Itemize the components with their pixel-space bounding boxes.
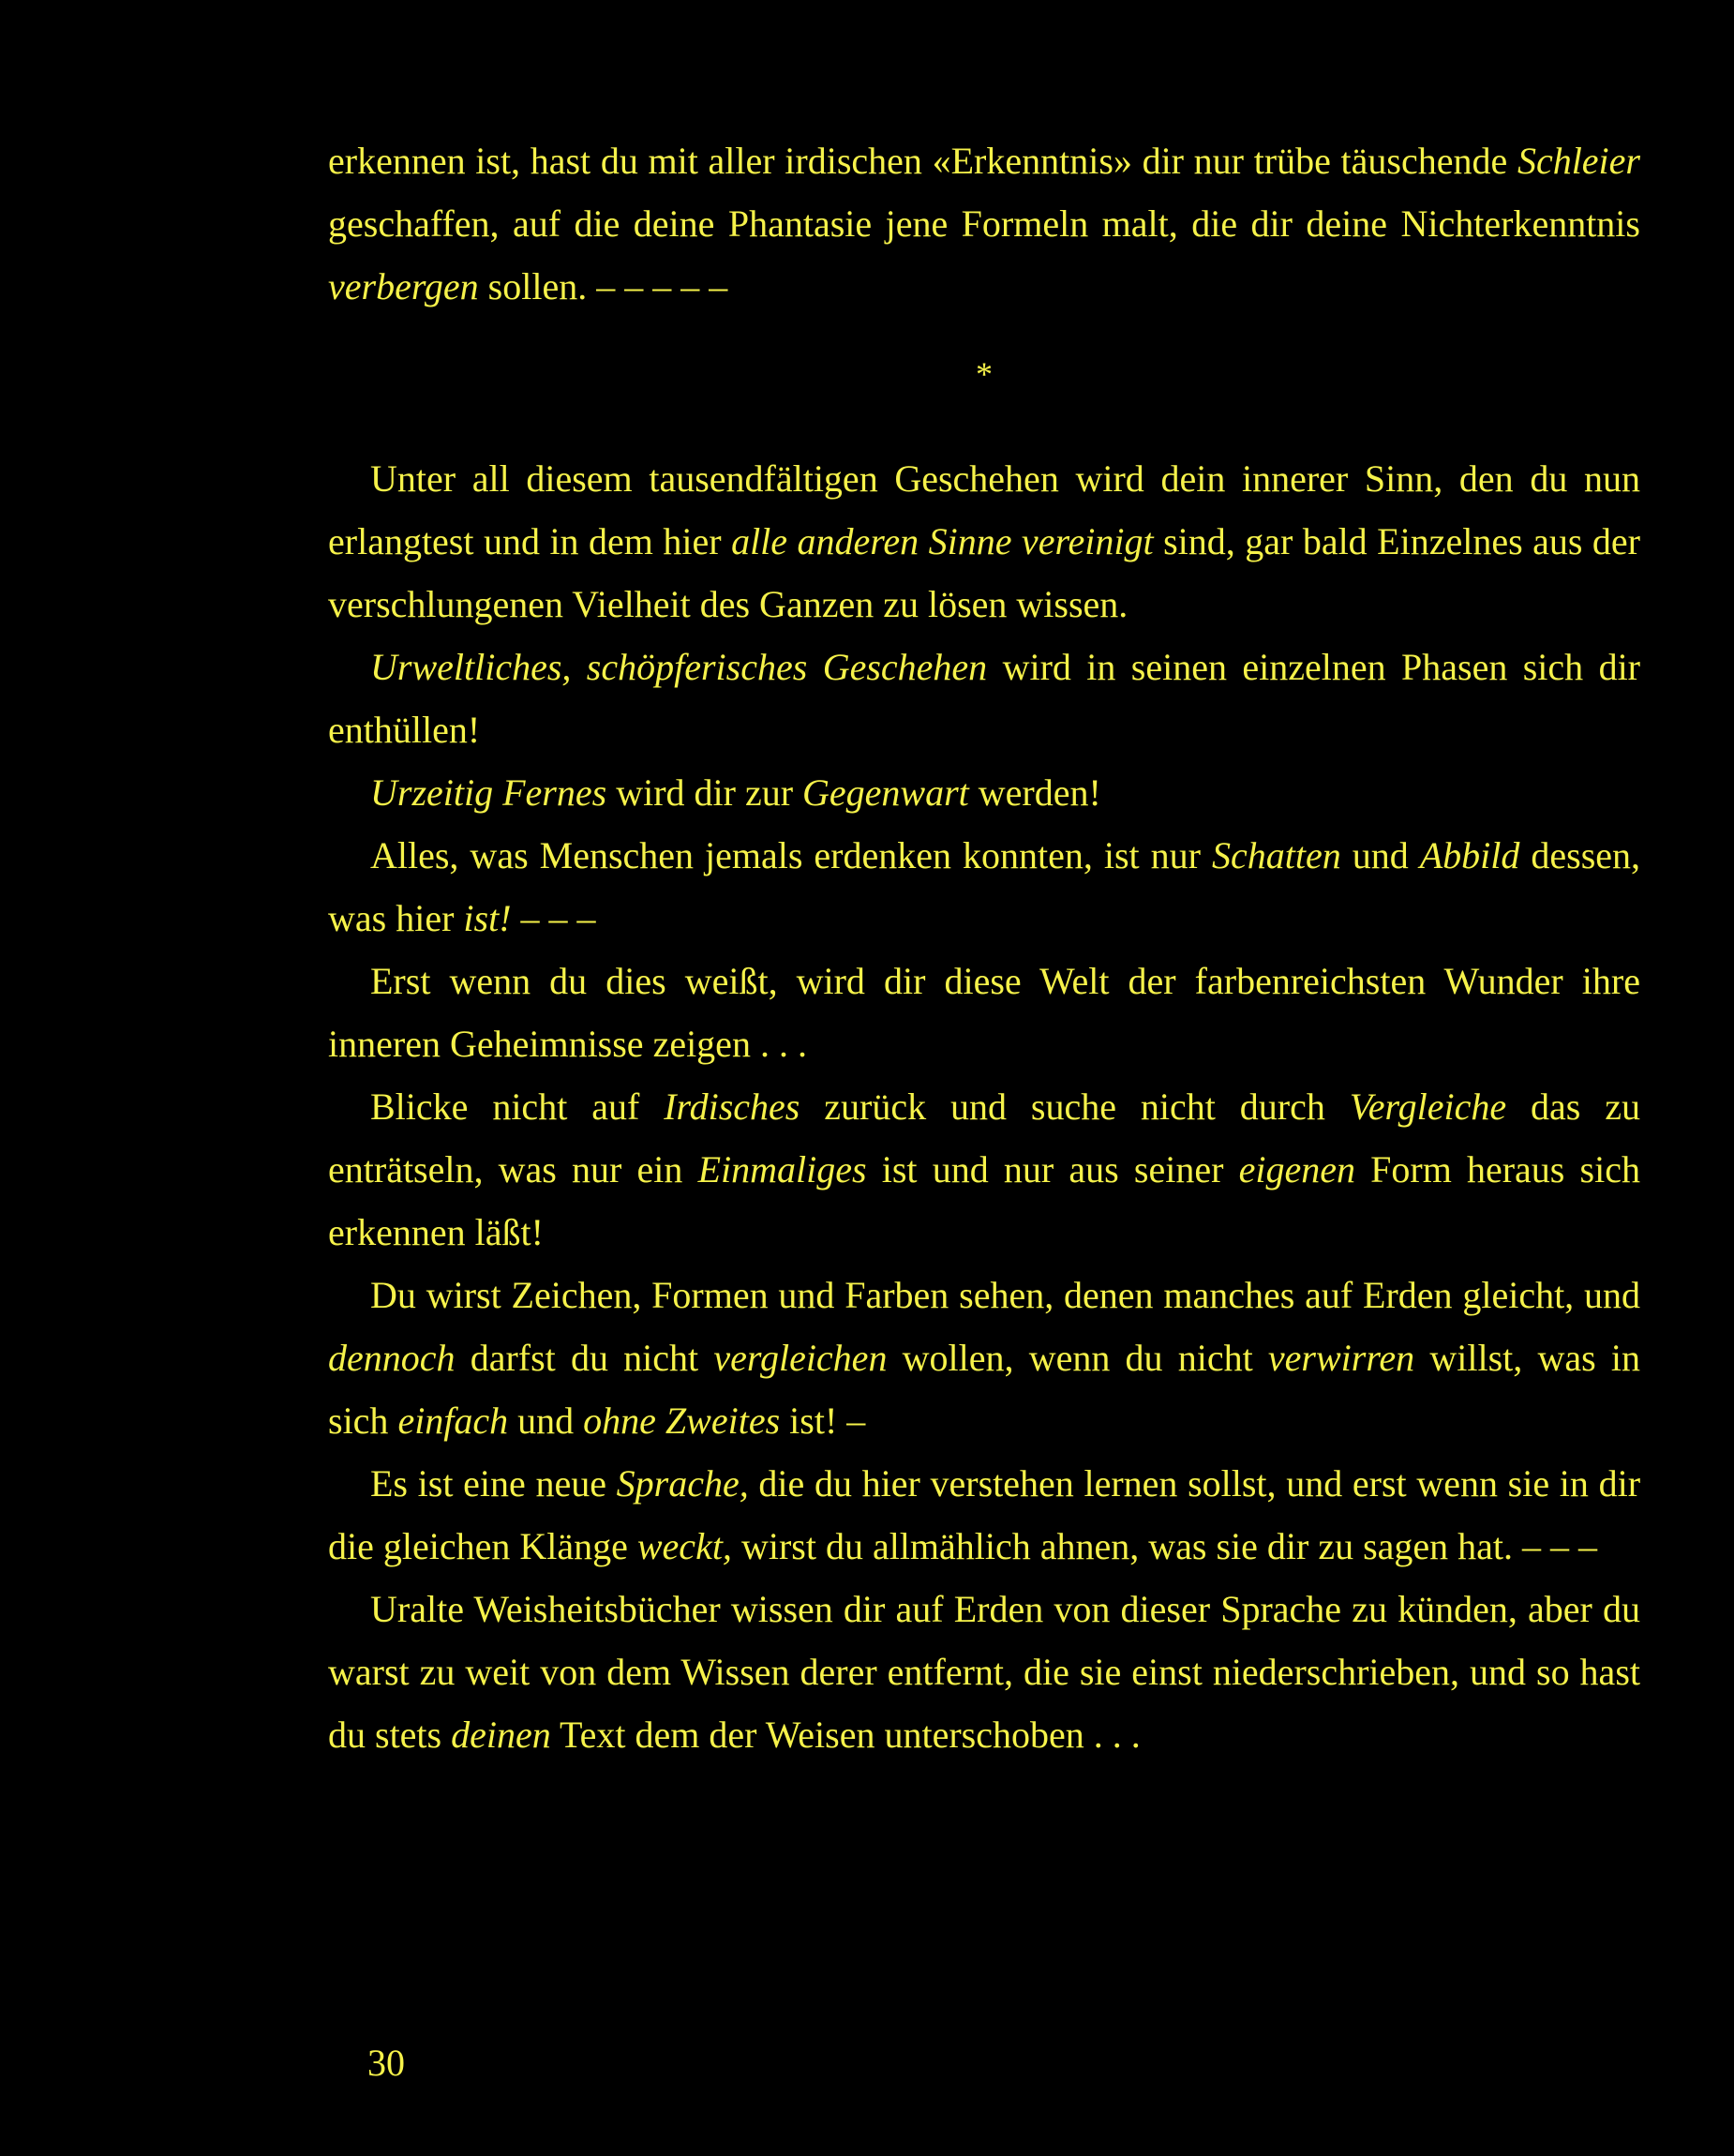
paragraph (328, 1452, 1640, 1578)
text-run: ist! – (780, 1400, 866, 1442)
text-run: sind, gar bald Einzelnes aus der verschlungenen Vielheit des Ganzen zu lösen wissen. (328, 520, 1641, 625)
paragraph (328, 761, 1640, 824)
text-run: Uralte Weisheitsbücher wissen dir auf Erden von dieser Sprache zu künden, aber du warst zu weit von dem Wissen derer entfernt, die sie einst niederschrieben, und so hast du stets (328, 1588, 1640, 1756)
italic-run: Abbild (1419, 834, 1520, 876)
italic-run: Urweltliches, schöpferisches Geschehen (370, 646, 988, 688)
italic-run: Urzeitig Fernes (370, 771, 607, 814)
text-run: ist und nur aus seiner (866, 1148, 1239, 1190)
text-run: wirst du allmählich ahnen, was sie dir zu sagen hat. – – – (731, 1525, 1598, 1567)
text-run: die du hier verstehen lernen sollst, und erst wenn sie in dir die gleichen Klänge (328, 1462, 1641, 1567)
italic-run: Schatten (1211, 834, 1341, 876)
italic-run: ist! (463, 897, 512, 939)
text-run: dessen, was hier (328, 834, 1641, 939)
page-body-text (328, 129, 1640, 1766)
text-run: Es ist eine neue (370, 1462, 617, 1505)
italic-run: einfach (397, 1400, 509, 1442)
paragraph (328, 950, 1640, 1075)
paragraph (328, 636, 1640, 761)
paragraph (328, 824, 1640, 950)
text-run: erkennen ist, hast du mit aller irdischen «Erkenntnis» dir nur trübe täuschende (328, 140, 1517, 182)
text-run: sollen. – – – – – (478, 265, 728, 307)
italic-run: dennoch (328, 1337, 456, 1379)
text-run: darfst du nicht (455, 1337, 714, 1379)
italic-run: verbergen (328, 265, 479, 307)
text-run: geschaffen, auf die deine Phantasie jene Formeln malt, die dir deine Nichterkenntnis (328, 202, 1640, 245)
italic-run: Einmaliges (697, 1148, 867, 1190)
italic-run: deinen (451, 1714, 551, 1756)
italic-run: Sprache, (616, 1462, 749, 1505)
paragraph (328, 1578, 1640, 1766)
italic-run: verwirren (1267, 1337, 1415, 1379)
italic-run: eigenen (1238, 1148, 1355, 1190)
text-run: Form heraus sich erkennen läßt! (328, 1148, 1640, 1253)
paragraph (328, 1264, 1640, 1452)
italic-run: Schleier (1517, 140, 1640, 182)
page-number: 30 (367, 2042, 405, 2084)
text-run: Alles, was Menschen jemals erdenken konnten, ist nur (370, 834, 1212, 876)
italic-run: Gegenwart (802, 771, 969, 814)
italic-run: alle anderen Sinne vereinigt (731, 520, 1154, 562)
text-run: Blicke nicht auf (370, 1085, 665, 1128)
paragraph (328, 1075, 1640, 1264)
text-run: wird in seinen einzelnen Phasen sich dir enthüllen! (328, 646, 1640, 751)
text-run: Unter all diesem tausendfältigen Geschehen wird dein innerer Sinn, den du nun erlangtest und in dem hier (328, 457, 1640, 562)
text-run: zurück und suche nicht durch (800, 1085, 1350, 1128)
italic-run: Vergleiche (1349, 1085, 1507, 1128)
text-run: und (1340, 834, 1420, 876)
text-run: willst, was in sich (328, 1337, 1640, 1442)
italic-run: ohne Zweites (583, 1400, 781, 1442)
text-run: Du wirst Zeichen, Formen und Farben sehen, denen manches auf Erden gleicht, und (370, 1274, 1640, 1316)
paragraph-continuation (328, 129, 1640, 318)
text-run: Text dem der Weisen unterschoben . . . (550, 1714, 1141, 1756)
italic-run: vergleichen (713, 1337, 888, 1379)
text-run: – – – (511, 897, 596, 939)
paragraph (328, 447, 1640, 636)
text-run: Erst wenn du dies weißt, wird dir diese Welt der farbenreichsten Wunder ihre inneren Geheimnisse zeigen . . . (328, 960, 1640, 1065)
section-separator-asterisk: * (976, 355, 993, 393)
text-run: das zu enträtseln, was nur ein (328, 1085, 1641, 1190)
italic-run: Irdisches (664, 1085, 800, 1128)
text-run: und (508, 1400, 584, 1442)
text-run: wollen, wenn du nicht (887, 1337, 1268, 1379)
text-run: wird dir zur (606, 771, 803, 814)
text-run: werden! (968, 771, 1101, 814)
italic-run: weckt, (636, 1525, 732, 1567)
